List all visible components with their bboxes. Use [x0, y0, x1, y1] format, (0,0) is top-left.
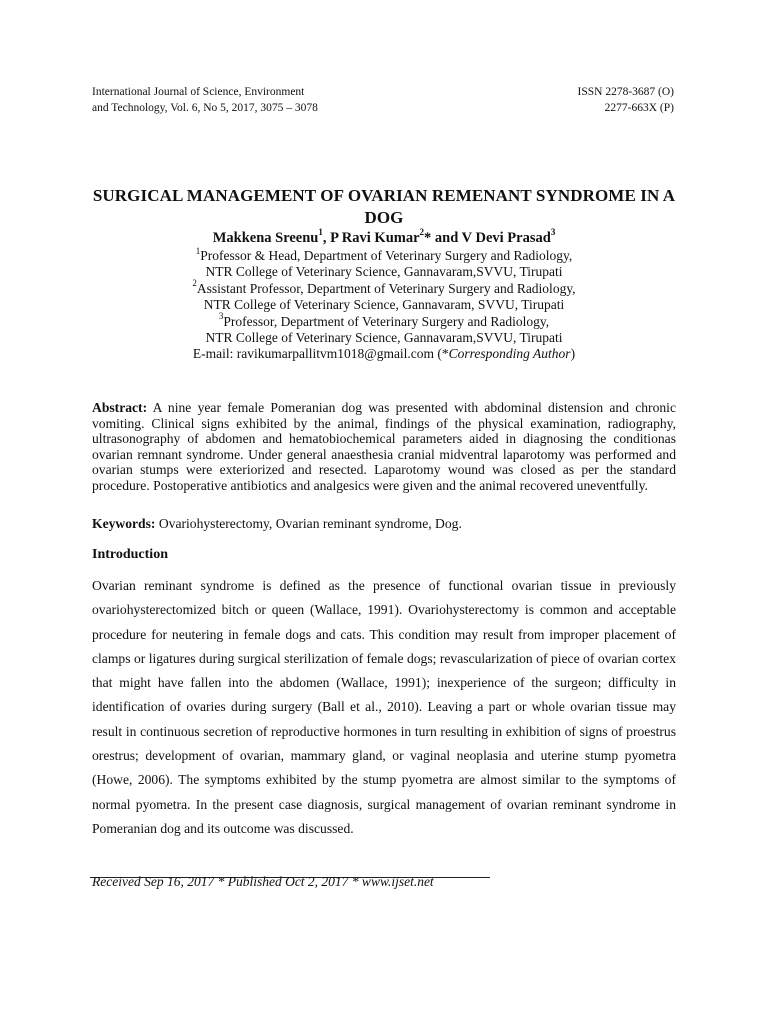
paper-title: SURGICAL MANAGEMENT OF OVARIAN REMENANT SYNDROME IN A DOG — [92, 186, 676, 227]
keywords-label: Keywords: — [92, 516, 156, 531]
issn-print: 2277-663X (P) — [604, 102, 674, 114]
affiliation-3-text: Professor, Department of Veterinary Surgery and Radiology, — [223, 313, 550, 329]
abstract-text: A nine year female Pomeranian dog was presented with abdominal distension and chronic vomiting. Clinical signs exhibited by the animal, findings of the physical examination, radiography, ultrasonography of abdomen and hematobiochemical parameters aided in diagnosing the conditionas ovarian remnant syndrome. Under general anaesthesia cranial midventral laparotomy was performed and ovarian stumps were exteriorized and resected. Laparotomy wound was closed as per the standard procedure. Postoperative antibiotics and analgesics were given and the animal recovered uneventfully. — [92, 400, 676, 493]
affiliation-1-college: NTR College of Veterinary Science, Gannavaram,SVVU, Tirupati — [205, 264, 563, 280]
abstract-label: Abstract: — [92, 400, 148, 415]
affiliation-3-college: NTR College of Veterinary Science, Gannavaram,SVVU, Tirupati — [205, 330, 563, 346]
affiliation-3-mark: 3 — [218, 311, 224, 322]
corresponding-mark: * — [424, 230, 432, 246]
affiliations — [80, 245, 688, 363]
corresponding-author-note: Corresponding Author — [448, 346, 571, 362]
affiliation-1 — [80, 245, 688, 264]
issn-block — [578, 84, 674, 116]
publication-dates-footer: Received Sep 16, 2017 * Published Oct 2, 2017 * www.ijset.net — [92, 874, 434, 889]
introduction-paragraph: Ovarian reminant syndrome is defined as the presence of functional ovarian tissue in previously ovariohysterectomized bitch or queen (Wallace, 1991). Ovariohysterectomy is common and acceptable procedure for neutering in female dogs and cats. This condition may result from improper placement of clamps or ligatures during surgical sterilization of female dogs; revascularization of piece of ovarian cortex that might have fallen into the abdomen (Wallace, 1991); inexperience of the surgeon; difficulty in identification of ovaries during surgery (Ball et al., 2010). Leaving a part or whole ovarian tissue may result in continuous secretion of reproductive hormones in turn resulting in exhibition of signs of proestrus orestrus; development of ovarian, mammary gland, or vaginal neoplasia and uterine stump pyometra (Howe, 2006). The symptoms exhibited by the stump pyometra are almost similar to the symptoms of normal pyometra. In the present case diagnosis, surgical management of ovarian reminant syndrome in Pomeranian dog and its outcome was discussed. — [92, 578, 676, 836]
journal-citation — [92, 84, 318, 116]
affiliation-3 — [80, 311, 688, 330]
affiliation-1-text: Professor & Head, Department of Veterinary Surgery and Radiology, — [200, 248, 573, 263]
affiliation-2 — [80, 278, 688, 297]
issn-online: ISSN 2278-3687 (O) — [577, 86, 674, 98]
journal-line-1: International Journal of Science, Environment — [92, 86, 305, 98]
author-3: and V Devi Prasad — [431, 230, 551, 246]
author-1: Makkena Sreenu — [212, 230, 319, 246]
abstract — [92, 400, 676, 494]
author-2: , P Ravi Kumar — [322, 230, 420, 246]
author-3-affil-mark: 3 — [550, 227, 556, 238]
journal-line-2: and Technology, Vol. 6, No 5, 2017, 3075 – 3078 — [92, 102, 318, 114]
affiliation-1-mark: 1 — [195, 245, 201, 256]
email-address: E-mail: ravikumarpallitvm1018@gmail.com (* — [192, 346, 449, 362]
affiliation-2-college: NTR College of Veterinary Science, Gannavaram, SVVU, Tirupati — [203, 297, 565, 313]
affiliation-2-mark: 2 — [192, 278, 197, 289]
contact-email — [80, 346, 688, 362]
author-2-affil-mark: 2 — [419, 227, 425, 238]
email-close-paren: ) — [570, 346, 576, 362]
keywords-text: Ovariohysterectomy, Ovarian reminant syndrome, Dog. — [155, 516, 462, 531]
section-heading-introduction: Introduction — [92, 547, 168, 562]
affiliation-2-text: Assistant Professor, Department of Veterinary Surgery and Radiology, — [196, 280, 576, 296]
author-list — [80, 229, 688, 247]
author-1-affil-mark: 1 — [318, 227, 323, 238]
keywords — [92, 516, 676, 532]
